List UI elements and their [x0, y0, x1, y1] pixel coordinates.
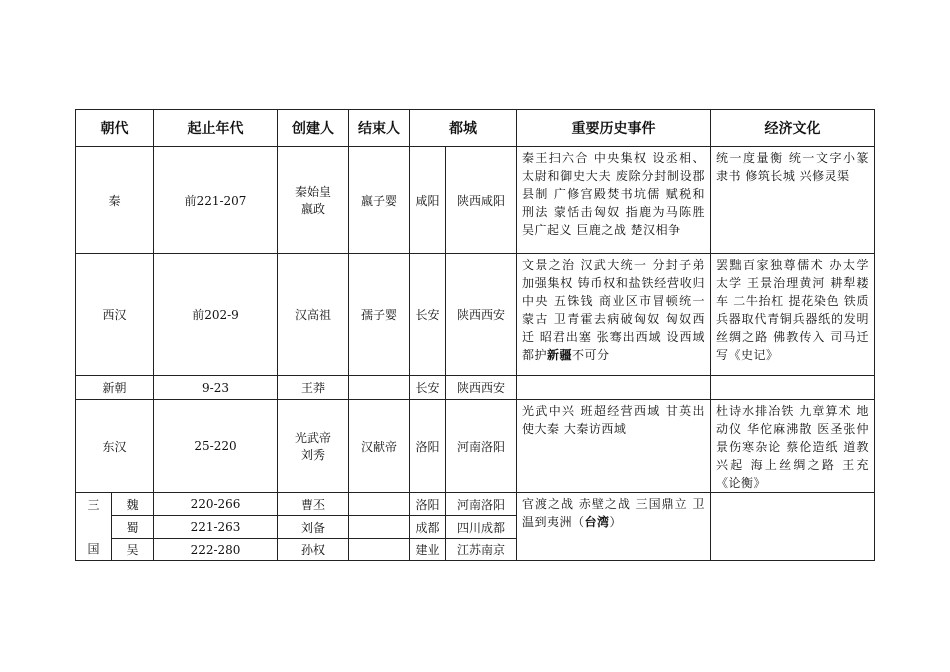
period-cell: 9-23 [154, 376, 278, 400]
founder-title: 秦始皇 [294, 185, 331, 199]
capital-new-cell: 四川成都 [446, 516, 517, 539]
events-text: 文景之治 汉武大统一 分封子弟加强集权 铸币权和盐铁经营收归中央 五铢钱 商业区市冒顿统一蒙古 卫青霍去病破匈奴 匈奴西迁 昭君出塞 张骞出西域 设西域都护 [522, 258, 705, 362]
table-row [76, 254, 875, 376]
ender-cell: 嬴子婴 [349, 147, 410, 254]
header-row [76, 110, 875, 147]
period-cell: 25-220 [154, 400, 278, 493]
founder-cell: 刘备 [278, 516, 349, 539]
capital-new-cell: 江苏南京 [446, 539, 517, 561]
period-cell: 221-263 [154, 516, 278, 539]
events-bold-text: 台湾 [584, 515, 610, 529]
capital-old-cell: 长安 [410, 376, 446, 400]
table-row [76, 376, 875, 400]
ender-cell [349, 376, 410, 400]
ender-cell: 孺子婴 [349, 254, 410, 376]
events-text-end: ） [609, 515, 623, 529]
capital-old-cell: 咸阳 [410, 147, 446, 254]
events-text-end: 不可分 [572, 348, 610, 362]
capital-old-cell: 洛阳 [410, 400, 446, 493]
events-cell [517, 493, 711, 561]
header-events: 重要历史事件 [517, 110, 711, 147]
kingdom-cell: 蜀 [112, 516, 154, 539]
culture-cell: 统一度量衡 统一文字小篆隶书 修筑长城 兴修灵渠 [711, 147, 875, 254]
kingdom-cell: 魏 [112, 493, 154, 516]
capital-new-cell: 陕西西安 [446, 376, 517, 400]
sanguo-label-char: 三 [87, 497, 100, 512]
ender-cell [349, 539, 410, 561]
capital-new-cell: 河南洛阳 [446, 493, 517, 516]
period-cell: 前202-9 [154, 254, 278, 376]
founder-cell: 王莽 [278, 376, 349, 400]
header-culture: 经济文化 [711, 110, 875, 147]
period-cell: 前221-207 [154, 147, 278, 254]
header-capital: 都城 [410, 110, 517, 147]
kingdom-cell: 吴 [112, 539, 154, 561]
capital-old-cell: 洛阳 [410, 493, 446, 516]
founder-cell: 孙权 [278, 539, 349, 561]
period-cell: 220-266 [154, 493, 278, 516]
founder-title: 光武帝 [294, 431, 331, 445]
ender-cell: 汉献帝 [349, 400, 410, 493]
founder-cell [278, 400, 349, 493]
events-cell: 秦王扫六合 中央集权 设丞相、太尉和御史大夫 废除分封制设郡县制 广修宫殿焚书坑儒 赋税和刑法 蒙恬击匈奴 指鹿为马陈胜吴广起义 巨鹿之战 楚汉相争 [517, 147, 711, 254]
culture-cell: 罢黜百家独尊儒术 办太学太学 王景治理黄河 耕犁耧车 二牛抬杠 提花染色 铁质兵器取代青铜兵器纸的发明 丝绸之路 佛教传入 司马迁写《史记》 [711, 254, 875, 376]
events-bold-text: 新疆 [547, 348, 573, 362]
dynasty-cell: 西汉 [76, 254, 154, 376]
events-cell [517, 254, 711, 376]
sanguo-label-char: 国 [87, 541, 100, 556]
capital-old-cell: 建业 [410, 539, 446, 561]
dynasty-cell: 新朝 [76, 376, 154, 400]
header-period: 起止年代 [154, 110, 278, 147]
events-text: 官渡之战 赤壁之战 三国鼎立 卫温到夷洲（ [522, 497, 705, 529]
events-cell: 光武中兴 班超经营西域 甘英出使大秦 大秦访西域 [517, 400, 711, 493]
sanguo-label-cell [76, 493, 112, 561]
table-row [76, 493, 875, 516]
founder-cell [278, 147, 349, 254]
capital-new-cell: 陕西咸阳 [446, 147, 517, 254]
founder-name: 刘秀 [300, 448, 325, 462]
capital-old-cell: 成都 [410, 516, 446, 539]
table-row [76, 400, 875, 493]
culture-cell: 杜诗水排冶铁 九章算术 地动仪 华佗麻沸散 医圣张仲景伤寒杂论 蔡伦造纸 道教兴起 海上丝绸之路 王充《论衡》 [711, 400, 875, 493]
header-dynasty: 朝代 [76, 110, 154, 147]
dynasty-cell: 秦 [76, 147, 154, 254]
period-cell: 222-280 [154, 539, 278, 561]
capital-new-cell: 陕西西安 [446, 254, 517, 376]
header-founder: 创建人 [278, 110, 349, 147]
events-cell [517, 376, 711, 400]
founder-cell: 曹丕 [278, 493, 349, 516]
dynasty-table [75, 109, 875, 561]
capital-old-cell: 长安 [410, 254, 446, 376]
founder-name: 嬴政 [300, 202, 325, 216]
founder-cell: 汉高祖 [278, 254, 349, 376]
table-row [76, 147, 875, 254]
ender-cell [349, 493, 410, 516]
capital-new-cell: 河南洛阳 [446, 400, 517, 493]
ender-cell [349, 516, 410, 539]
header-ender: 结束人 [349, 110, 410, 147]
dynasty-cell: 东汉 [76, 400, 154, 493]
culture-cell [711, 376, 875, 400]
culture-cell [711, 493, 875, 561]
